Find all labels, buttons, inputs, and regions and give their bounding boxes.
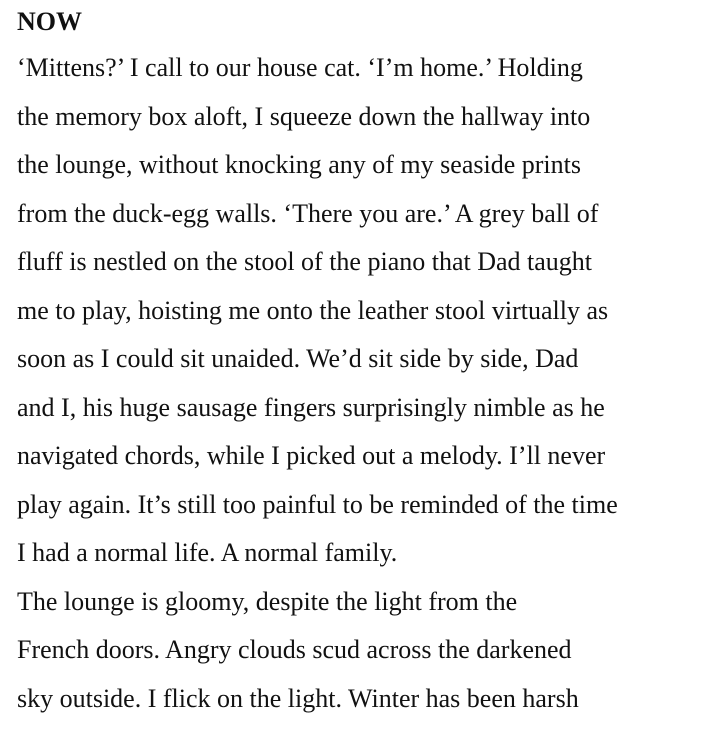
text-line: and I, his huge sausage fingers surprisingly nimble as he <box>17 392 605 422</box>
text-line: sky outside. I flick on the light. Winter has been harsh <box>17 683 579 713</box>
document-page <box>17 0 703 723</box>
text-line: soon as I could sit unaided. We’d sit side by side, Dad <box>17 344 579 373</box>
paragraph-2 <box>17 578 703 724</box>
text-line: me to play, hoisting me onto the leather stool virtually as <box>17 295 609 325</box>
text-line: the lounge, without knocking any of my seaside prints <box>17 150 581 179</box>
text-line: ‘Mittens?’ I call to our house cat. ‘I’m home.’ Holding <box>17 53 583 82</box>
text-line: from the duck-egg walls. ‘There you are.’ A grey ball of <box>17 198 599 228</box>
text-line: The lounge is gloomy, despite the light from the <box>17 586 518 616</box>
section-heading: NOW <box>17 7 82 36</box>
text-line: fluff is nestled on the stool of the piano that Dad taught <box>17 247 593 276</box>
text-line: navigated chords, while I picked out a melody. I’ll never <box>17 441 606 470</box>
text-line: French doors. Angry clouds scud across the darkened <box>17 635 572 664</box>
paragraph-1 <box>17 44 703 578</box>
text-line: play again. It’s still too painful to be reminded of the time <box>17 489 618 519</box>
text-line: I had a normal life. A normal family. <box>17 538 398 567</box>
text-line: the memory box aloft, I squeeze down the hallway into <box>17 101 591 131</box>
